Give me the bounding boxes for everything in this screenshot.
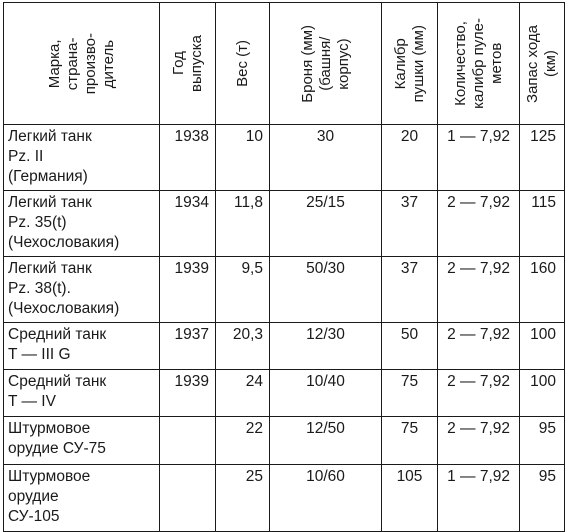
cell-armor: 12/30 bbox=[270, 323, 382, 370]
cell-gun-caliber: 37 bbox=[382, 191, 438, 257]
cell-range: 95 bbox=[520, 465, 565, 532]
cell-gun-caliber: 75 bbox=[382, 370, 438, 417]
header-cell-range bbox=[520, 3, 565, 125]
cell-gun-caliber: 50 bbox=[382, 323, 438, 370]
cell-weight: 9,5 bbox=[216, 257, 270, 323]
header-model: Марка, страна- произво- дитель bbox=[45, 32, 117, 95]
cell-gun-caliber: 75 bbox=[382, 417, 438, 465]
header-machine-guns: Количество, калибр пуле- метов bbox=[451, 18, 505, 109]
cell-armor: 30 bbox=[270, 125, 382, 191]
cell-armor: 25/15 bbox=[270, 191, 382, 257]
cell-range: 95 bbox=[520, 417, 565, 465]
cell-range: 100 bbox=[520, 370, 565, 417]
cell-machine-guns: 1 — 7,92 bbox=[438, 125, 520, 191]
cell-year bbox=[160, 465, 216, 532]
cell-weight: 24 bbox=[216, 370, 270, 417]
header-cell-model bbox=[4, 3, 160, 125]
header-cell-armor bbox=[270, 3, 382, 125]
cell-machine-guns: 2 — 7,92 bbox=[438, 257, 520, 323]
cell-model: Легкий танк Pz. II (Германия) bbox=[4, 125, 160, 191]
table-row bbox=[4, 191, 565, 257]
header-cell-machine-guns bbox=[438, 3, 520, 125]
cell-year: 1939 bbox=[160, 370, 216, 417]
cell-machine-guns: 2 — 7,92 bbox=[438, 370, 520, 417]
header-armor: Броня (мм) (башня/ корпус) bbox=[298, 24, 352, 103]
header-cell-year bbox=[160, 3, 216, 125]
cell-weight: 22 bbox=[216, 417, 270, 465]
header-cell-weight bbox=[216, 3, 270, 125]
cell-model: Штурмовое орудие СУ-75 bbox=[4, 417, 160, 465]
cell-machine-guns: 1 — 7,92 bbox=[438, 465, 520, 532]
cell-year bbox=[160, 417, 216, 465]
cell-weight: 11,8 bbox=[216, 191, 270, 257]
header-cell-gun-caliber bbox=[382, 3, 438, 125]
cell-range: 125 bbox=[520, 125, 565, 191]
cell-weight: 25 bbox=[216, 465, 270, 532]
header-range: Запас хода (км) bbox=[524, 24, 559, 103]
cell-model: Средний танк T — IV bbox=[4, 370, 160, 417]
cell-range: 115 bbox=[520, 191, 565, 257]
cell-model: Легкий танк Pz. 38(t). (Чехословакия) bbox=[4, 257, 160, 323]
cell-model: Средний танк T — III G bbox=[4, 323, 160, 370]
cell-weight: 10 bbox=[216, 125, 270, 191]
tank-specs-table bbox=[3, 2, 565, 532]
cell-model: Штурмовое орудие СУ-105 bbox=[4, 465, 160, 532]
table-row bbox=[4, 125, 565, 191]
table-row bbox=[4, 257, 565, 323]
cell-weight: 20,3 bbox=[216, 323, 270, 370]
cell-gun-caliber: 105 bbox=[382, 465, 438, 532]
cell-year: 1934 bbox=[160, 191, 216, 257]
cell-model: Легкий танк Pz. 35(t) (Чехословакия) bbox=[4, 191, 160, 257]
cell-range: 100 bbox=[520, 323, 565, 370]
cell-machine-guns: 2 — 7,92 bbox=[438, 417, 520, 465]
table-row bbox=[4, 417, 565, 465]
cell-machine-guns: 2 — 7,92 bbox=[438, 323, 520, 370]
cell-armor: 50/30 bbox=[270, 257, 382, 323]
cell-year: 1939 bbox=[160, 257, 216, 323]
cell-range: 160 bbox=[520, 257, 565, 323]
table-row bbox=[4, 465, 565, 532]
header-row bbox=[4, 3, 565, 125]
cell-armor: 10/60 bbox=[270, 465, 382, 532]
cell-year: 1937 bbox=[160, 323, 216, 370]
cell-gun-caliber: 37 bbox=[382, 257, 438, 323]
cell-gun-caliber: 20 bbox=[382, 125, 438, 191]
cell-armor: 10/40 bbox=[270, 370, 382, 417]
table-row bbox=[4, 323, 565, 370]
header-weight: Вес (т) bbox=[233, 40, 251, 87]
header-gun-caliber: Калибр пушки (мм) bbox=[391, 24, 427, 103]
table-row bbox=[4, 370, 565, 417]
header-year: Год выпуска bbox=[169, 35, 205, 92]
cell-armor: 12/50 bbox=[270, 417, 382, 465]
cell-machine-guns: 2 — 7,92 bbox=[438, 191, 520, 257]
cell-year: 1938 bbox=[160, 125, 216, 191]
